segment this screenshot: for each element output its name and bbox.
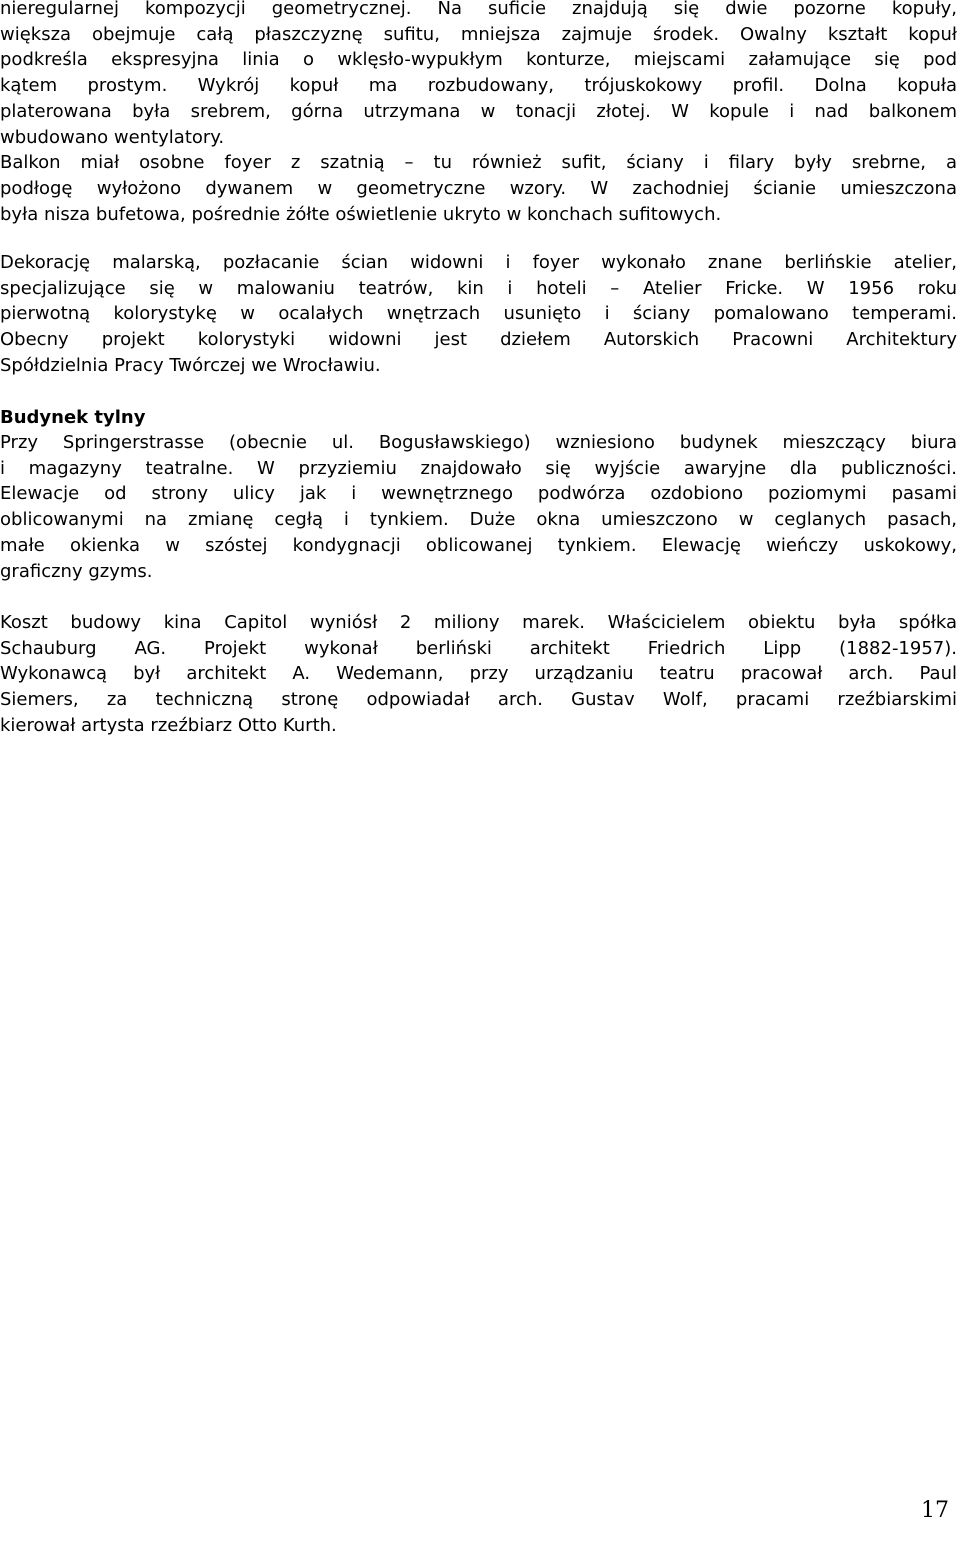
page-number: 17: [921, 1498, 949, 1523]
text-line: i magazyny teatralne. W przyziemiu znajdowało się wyjście awaryjne dla publiczności.: [0, 457, 957, 479]
text-line: Dekorację malarską, pozłacanie ścian widowni i foyer wykonało znane berlińskie atelier,: [0, 252, 957, 273]
paragraph-decoration: [0, 250, 957, 379]
text-line: graficzny gzyms.: [0, 560, 153, 582]
text-line: podkreśla ekspresyjna linia o wklęsło-wypukłym konturze, miejscami załamujące się pod: [0, 49, 957, 71]
paragraph-construction-cost: [0, 610, 957, 739]
text-line: Wykonawcą był architekt A. Wedemann, przy urządzaniu teatru pracował arch. Paul: [0, 663, 957, 685]
text-line: wbudowano wentylatory.: [0, 126, 225, 148]
text-line: Spółdzielnia Pracy Twórczej we Wrocławiu.: [0, 354, 381, 376]
text-line: specjalizujące się w malowaniu teatrów, kin i hoteli – Atelier Fricke. W 1956 roku: [0, 277, 957, 299]
text-line: oblicowanymi na zmianę cegłą i tynkiem. Duże okna umieszczono w ceglanych pasach,: [0, 509, 957, 531]
text-line: Przy Springerstrasse (obecnie ul. Bogusławskiego) wzniesiono budynek mieszczący biura: [0, 432, 957, 453]
text-line: kątem prostym. Wykrój kopuł ma rozbudowany, trójuskokowy profil. Dolna kopuła: [0, 75, 957, 97]
text-line: Siemers, za techniczną stronę odpowiadał arch. Gustav Wolf, pracami rzeźbiarskimi: [0, 689, 957, 711]
text-line: Koszt budowy kina Capitol wyniósł 2 miliony marek. Właścicielem obiektu była spółka: [0, 612, 957, 633]
text-line: Balkon miał osobne foyer z szatnią – tu również sufit, ściany i filary były srebrne, a: [0, 152, 957, 174]
paragraph-dome-description: [0, 0, 957, 227]
text-line: nieregularnej kompozycji geometrycznej. Na suficie znajdują się dwie pozorne kopuły,: [0, 0, 957, 19]
text-line: Obecny projekt kolorystyki widowni jest dziełem Autorskich Pracowni Architektury: [0, 329, 957, 351]
text-line: Elewacje od strony ulicy jak i wewnętrznego podwórza ozdobiono poziomymi pasami: [0, 483, 957, 505]
text-line: Schauburg AG. Projekt wykonał berliński architekt Friedrich Lipp (1882-1957).: [0, 637, 957, 659]
text-line: była nisza bufetowa, pośrednie żółte oświetlenie ukryto w konchach sufitowych.: [0, 203, 722, 225]
text-line: kierował artysta rzeźbiarz Otto Kurth.: [0, 714, 337, 736]
section-heading: Budynek tylny: [0, 407, 146, 428]
text-line: pierwotną kolorystykę w ocalałych wnętrzach usunięto i ściany pomalowano temperami.: [0, 303, 957, 325]
paragraph-rear-building: [0, 430, 957, 584]
text-line: podłogę wyłożono dywanem w geometryczne wzory. W zachodniej ścianie umieszczona: [0, 177, 957, 199]
text-line: platerowana była srebrem, górna utrzymana w tonacji złotej. W kopule i nad balkonem: [0, 100, 957, 122]
text-line: małe okienka w szóstej kondygnacji oblicowanej tynkiem. Elewację wieńczy uskokowy,: [0, 534, 957, 556]
text-line: większa obejmuje całą płaszczyznę sufitu, mniejsza zajmuje środek. Owalny kształt kopuł: [0, 23, 957, 45]
